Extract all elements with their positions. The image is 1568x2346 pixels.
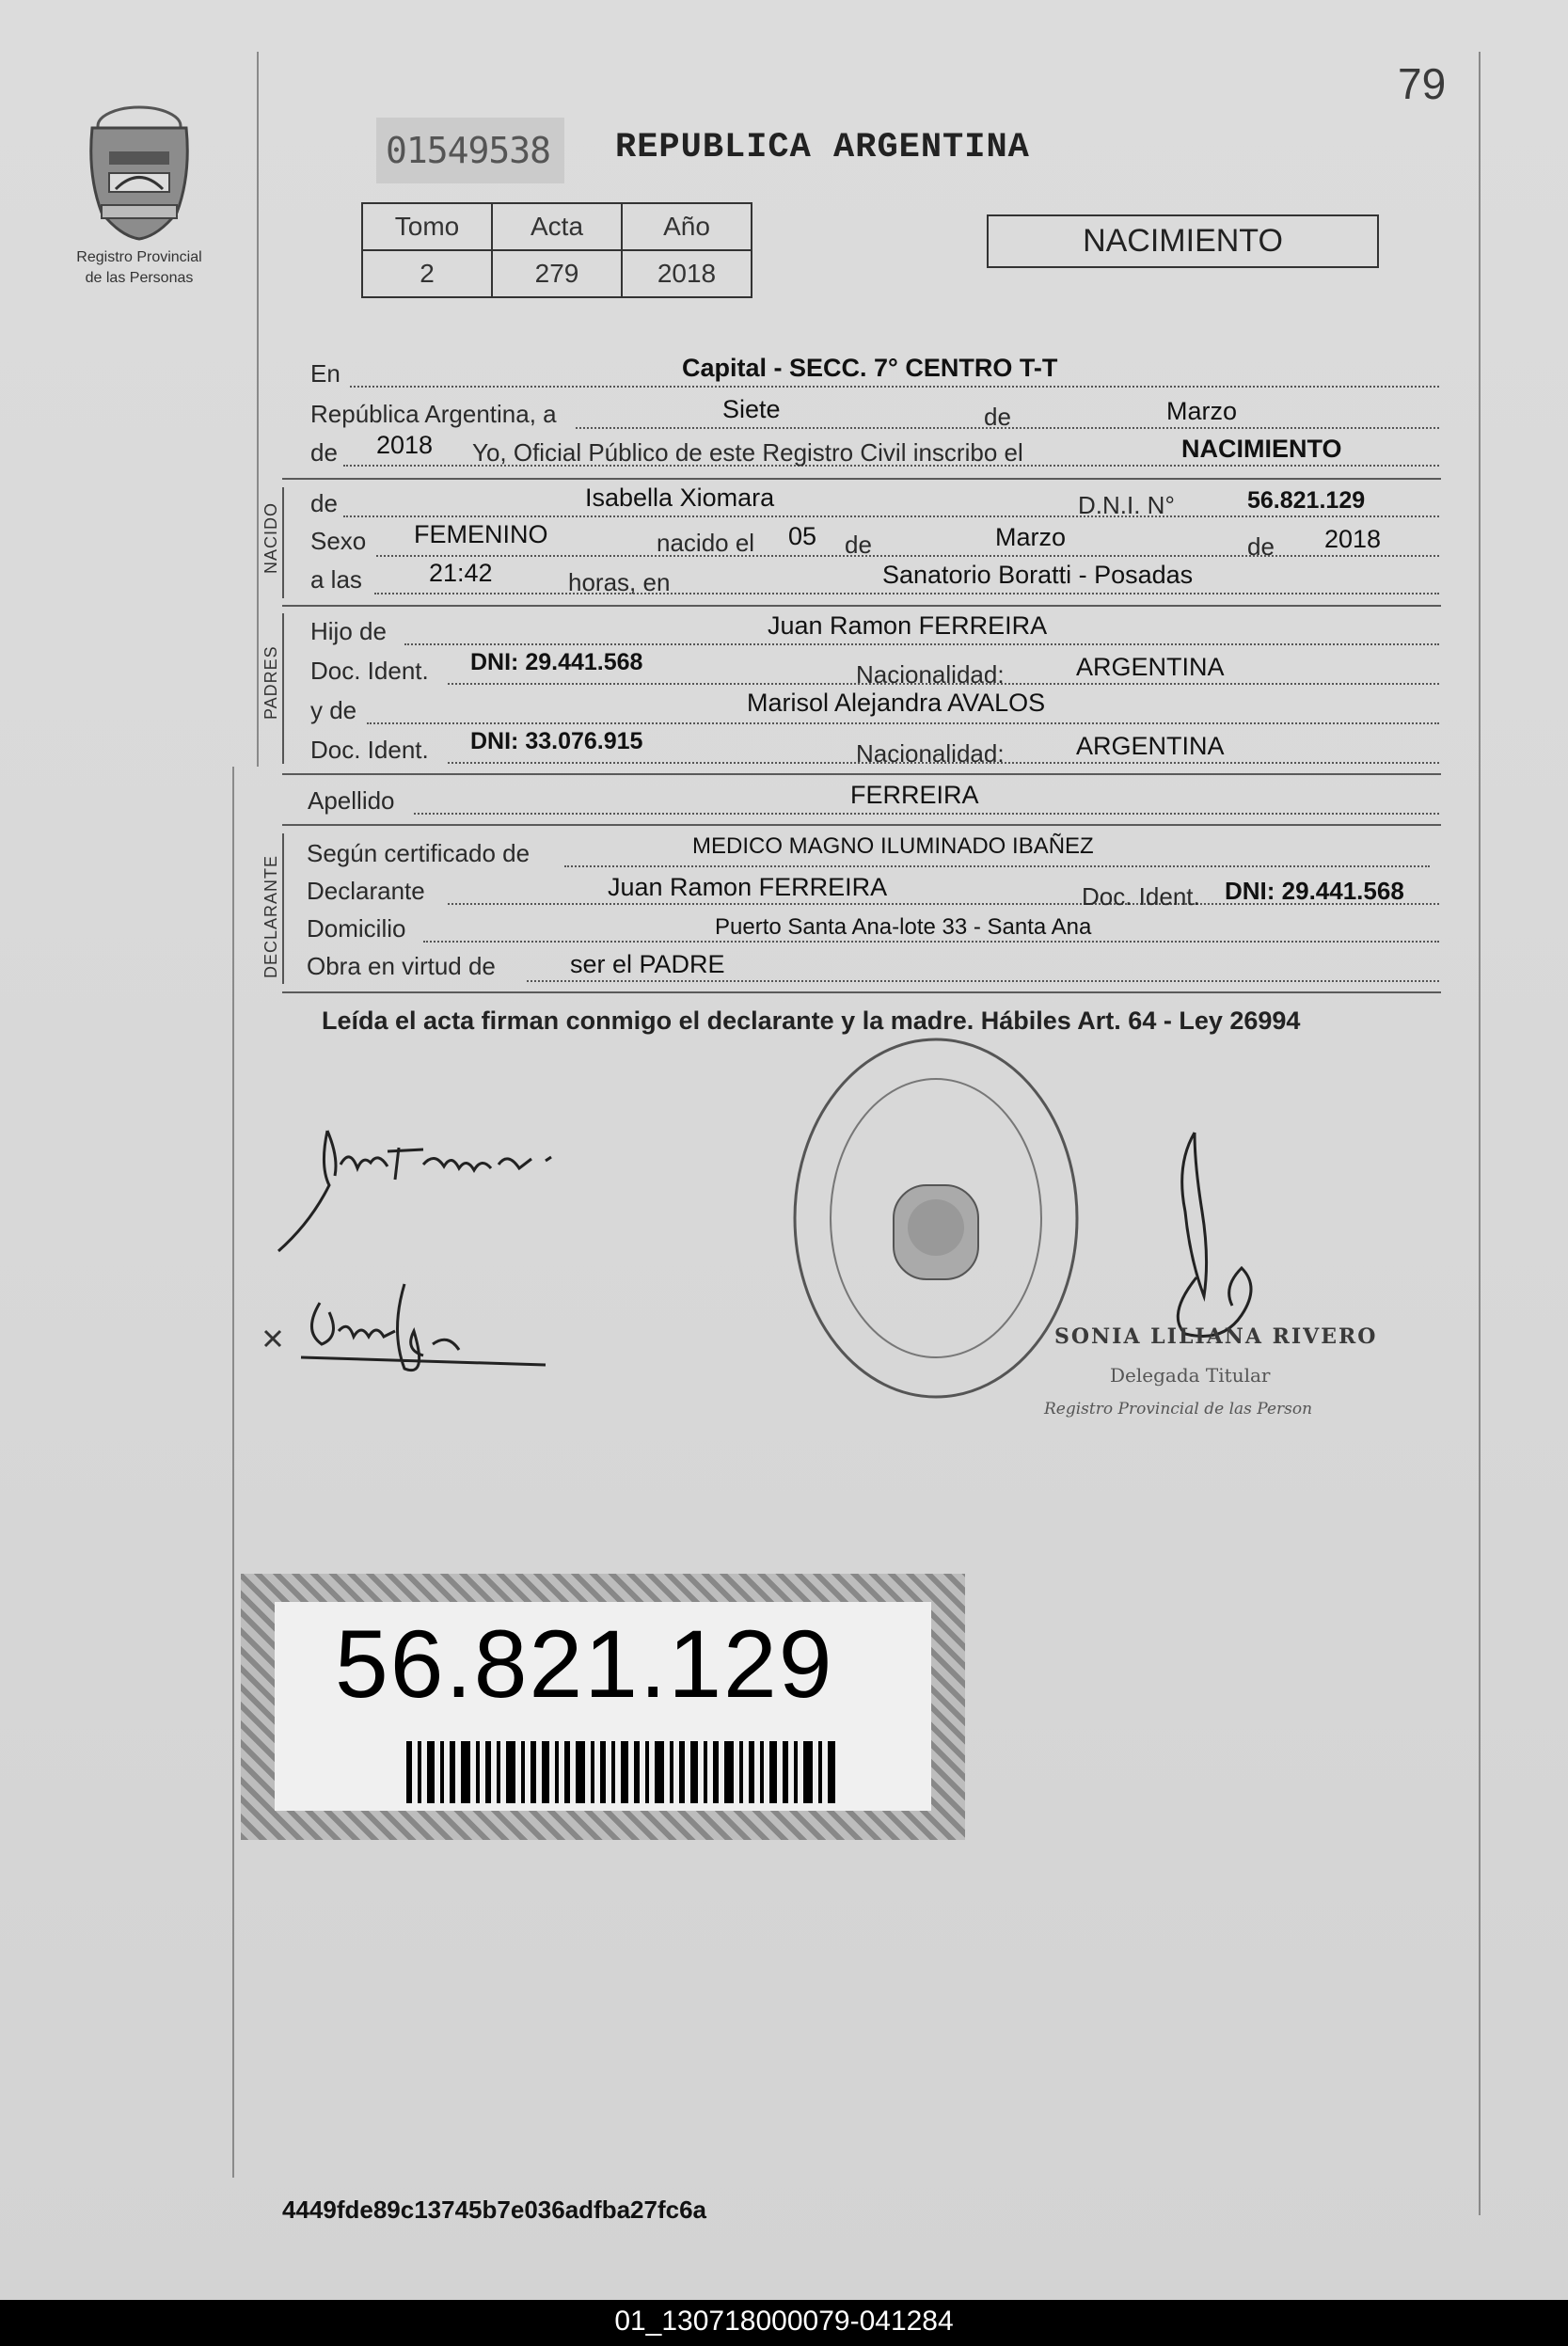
birth-year: 2018 [1324,525,1382,553]
section-divider [282,991,1441,993]
section-bracket [282,833,284,984]
dotted-line [404,643,1439,645]
de-label: de [1247,532,1275,561]
apellido-label: Apellido [308,786,395,815]
official-seal-stamp [785,1030,1086,1406]
dotted-line [376,555,1439,557]
registration-year: 2018 [376,431,434,459]
anio-value: 2018 [622,250,752,297]
closing-statement: Leída el acta firman conmigo el declarante y la madre. Hábiles Art. 64 - Ley 26994 [322,1007,1301,1035]
father-nationality: ARGENTINA [1076,653,1225,681]
en-label: En [310,359,341,388]
registrar-name: SONIA LILIANA RIVERO [1054,1324,1378,1349]
surname: FERREIRA [850,781,979,809]
child-dni: 56.821.129 [1247,487,1366,514]
dni-label: D.N.I. N° [1078,491,1175,519]
registry-logo [55,100,224,287]
declarant-role: ser el PADRE [570,950,725,978]
registration-month: Marzo [1166,397,1238,425]
section-bracket [282,613,284,764]
declarante-label: Declarante [307,877,425,905]
dotted-line [350,386,1439,388]
section-bracket [282,487,284,598]
de-label: de [984,403,1011,431]
nacionalidad-label: Nacionalidad: [856,739,1005,768]
obra-label: Obra en virtud de [307,952,496,980]
de-label: de [310,438,338,467]
section-divider [282,478,1441,480]
record-table-value-row [362,250,752,297]
record-table-header-row [362,203,752,250]
declarant-name: Juan Ramon FERREIRA [608,873,888,901]
left-margin-line [257,52,259,767]
declarant-signature [273,1110,640,1260]
horas-label: horas, en [568,568,671,596]
birth-day: 05 [788,522,817,550]
coat-of-arms-icon [73,100,205,241]
hijo-de-label: Hijo de [310,617,387,645]
child-sex: FEMENINO [414,520,548,548]
dotted-line [343,515,1439,517]
yo-statement: Yo, Oficial Público de este Registro Civil inscribo el [472,438,1023,467]
father-name: Juan Ramon FERREIRA [768,611,1048,640]
mother-signature [263,1275,555,1397]
birth-month: Marzo [995,523,1067,551]
anio-header: Año [622,203,752,250]
dotted-line [414,813,1439,815]
dotted-line [564,865,1430,867]
registrar-signature [1138,1127,1279,1353]
dotted-line [423,941,1439,943]
dotted-line [367,722,1439,724]
page-number: 79 [1398,59,1447,108]
barcode-icon [406,1741,839,1803]
section-divider [282,773,1441,775]
nacido-el-label: nacido el [657,529,755,557]
document-hash: 4449fde89c13745b7e036adfba27fc6a [282,2195,707,2224]
dotted-line [527,980,1439,982]
republica-label: República Argentina, a [310,400,557,428]
segun-certificado-label: Según certificado de [307,839,531,867]
nacionalidad-label: Nacionalidad: [856,660,1005,689]
birth-time: 21:42 [429,559,493,587]
inscription-type: NACIMIENTO [1181,435,1342,463]
acta-header: Acta [492,203,622,250]
doc-ident-label: Doc. Ident. [310,657,429,685]
section-divider [282,605,1441,607]
registrar-title: Delegada Titular [1110,1364,1271,1387]
acta-value: 279 [492,250,622,297]
mother-name: Marisol Alejandra AVALOS [747,689,1046,717]
padres-section-label: PADRES [261,645,280,720]
declarant-address: Puerto Santa Ana-lote 33 - Santa Ana [715,914,1092,940]
domicilio-label: Domicilio [307,914,406,943]
declarante-section-label: DECLARANTE [261,854,280,978]
mother-nationality: ARGENTINA [1076,732,1225,760]
serial-number: 01549538 [376,118,564,183]
footer-bar [0,2300,1568,2346]
footer-code: 01_130718000079-041284 [614,2306,954,2337]
document-type-box: NACIMIENTO [987,214,1379,268]
section-divider [282,824,1441,826]
sexo-label: Sexo [310,527,367,555]
nacido-section-label: NACIDO [261,501,280,574]
logo-caption-line2: de las Personas [85,270,194,286]
tomo-value: 2 [362,250,492,297]
tomo-header: Tomo [362,203,492,250]
dotted-line [374,593,1439,594]
certifying-doctor: MEDICO MAGNO ILUMINADO IBAÑEZ [692,833,1094,859]
registration-place: Capital - SECC. 7° CENTRO T-T [682,354,1058,382]
mother-doc: DNI: 33.076.915 [470,728,643,754]
record-table [361,202,752,298]
registration-day: Siete [722,395,781,423]
child-name: Isabella Xiomara [585,483,775,512]
left-margin-line-lower [232,767,234,2178]
id-number-label [241,1574,965,1840]
declarant-doc: DNI: 29.441.568 [1225,877,1404,905]
id-label-inner [275,1602,931,1811]
doc-ident-label: Doc. Ident. [310,736,429,764]
father-doc: DNI: 29.441.568 [470,649,643,675]
a-las-label: a las [310,565,362,594]
registrar-organization: Registro Provincial de las Person [1044,1400,1313,1419]
de-label: de [845,531,872,559]
de-label: de [310,489,338,517]
right-margin-line [1479,52,1481,2215]
id-number: 56.821.129 [335,1610,834,1718]
y-de-label: y de [310,696,357,724]
doc-ident-label: Doc. Ident. [1082,882,1200,911]
country-header: REPUBLICA ARGENTINA [615,128,1030,167]
birth-place: Sanatorio Boratti - Posadas [882,561,1194,589]
logo-caption-line1: Registro Provincial [76,249,202,265]
